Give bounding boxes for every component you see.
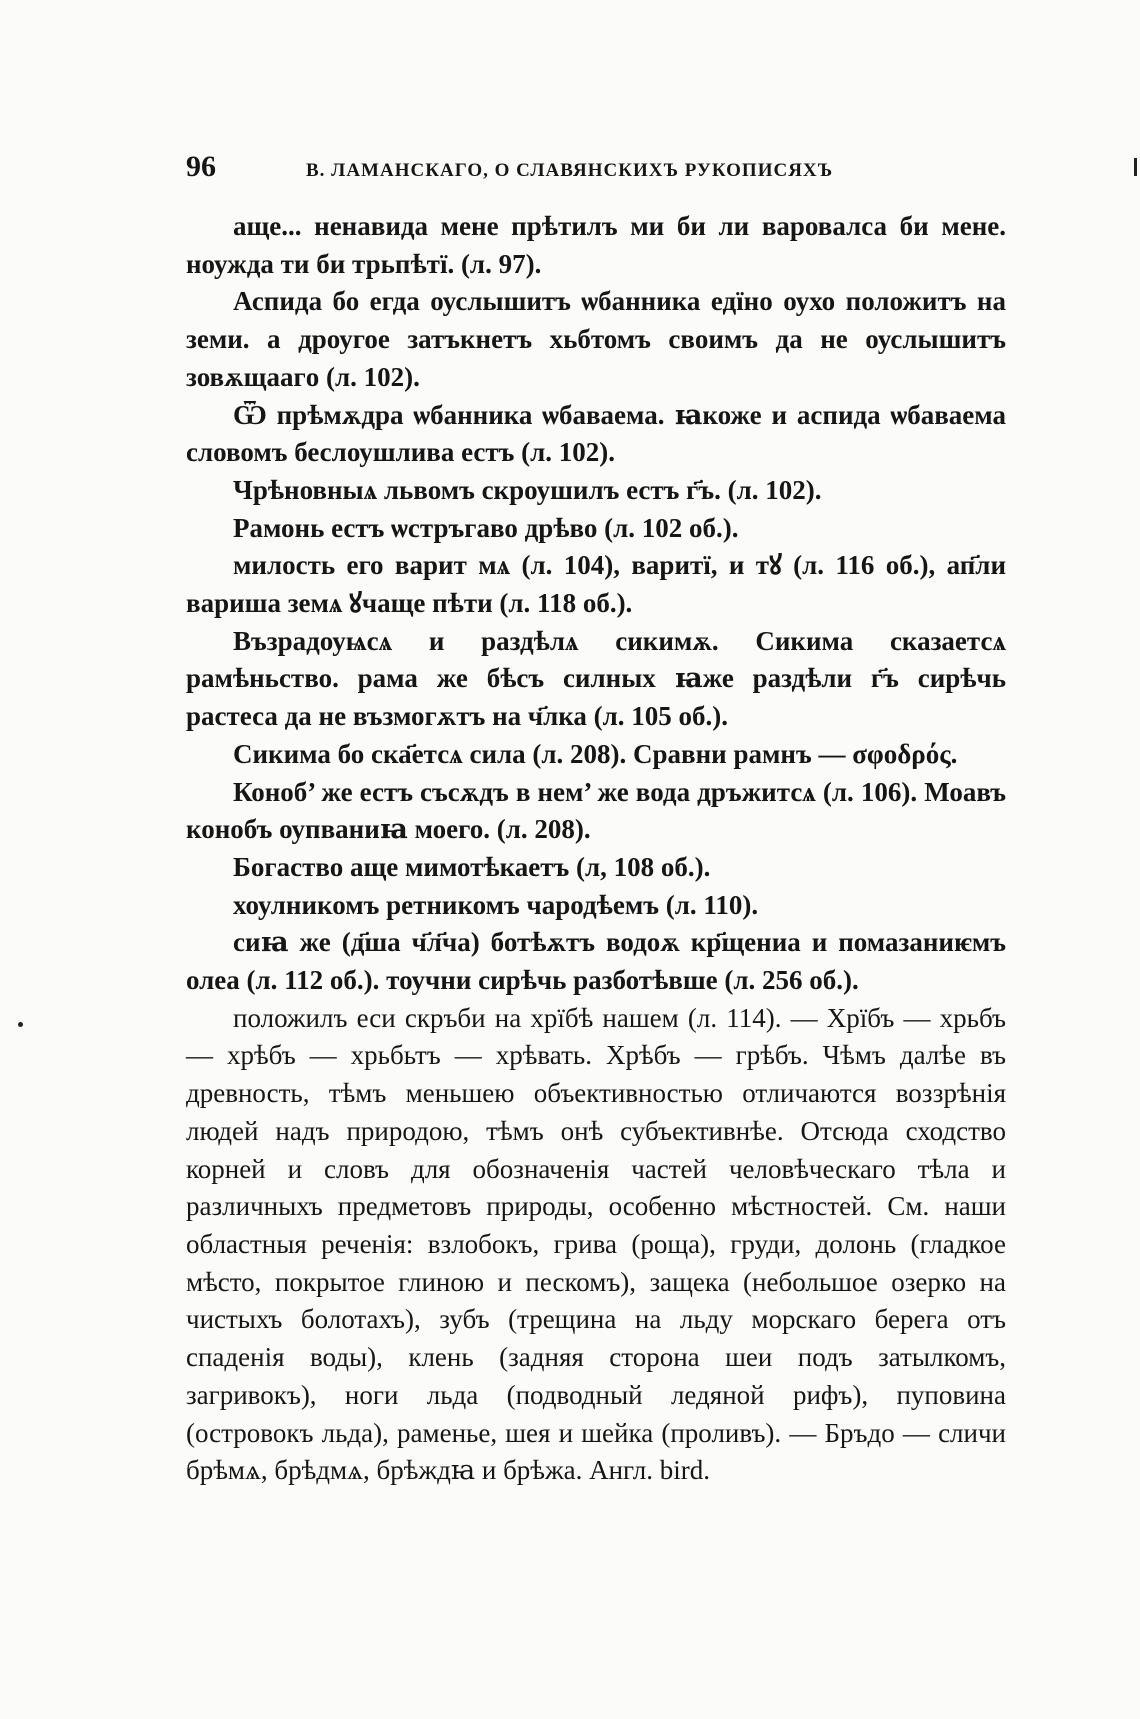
paragraph: аще... ненавида мене прѣтилъ ми би ли варовалса би мене. ноужда ти би трьпѣтї. (л. 97). bbox=[186, 211, 1006, 279]
paragraph: хоулникомъ ретникомъ чародѣемъ (л. 110). bbox=[233, 889, 759, 920]
paragraph: Богаство аще мимотѣкаетъ (л, 108 об.). bbox=[233, 851, 711, 882]
running-title: В. ЛАМАНСКАГО, О СЛАВЯНСКИХЪ РУКОПИСЯХЪ bbox=[306, 160, 834, 181]
paragraph: Рамонь естъ ѡстръгаво дрѣво (л. 102 об.). bbox=[233, 512, 739, 543]
paragraph: милость его варит мѧ (л. 104), варитї, и тꙋ (л. 116 об.), ап҃ли вариша земѧ ꙋчаще пѣти (л. 118 об.). bbox=[186, 550, 1006, 619]
paragraph: положилъ еси скръби на хрїбѣ нашем (л. 114). — Хрїбъ — хрьбъ — хрѣбъ — хрьбьтъ — хрѣвать. Хрѣбъ — грѣбъ. Чѣмъ далѣе въ древность, тѣмъ меньшею объективностью отличаются воззрѣнія людей надъ природою, тѣмъ онѣ субъективнѣе. Отсюда сходство корней и словъ для обозначенія частей человѣческаго тѣла и различныхъ предметовъ природы, особенно мѣстностей. См. наши областныя реченія: взлобокъ, грива (роща), груди, долонь (гладкое мѣсто, покрытое глиною и пескомъ), защека (небольшое озерко на чистыхъ болотахъ), зубъ (трещина на льду морскаго берега отъ спаденія воды), клень (задняя сторона шеи подъ затылкомъ, загривокъ), ноги льда (подводный ледяной рифъ), пуповина (островокъ льда), раменье, шея и шейка (проливъ). — Бръдо — сличи брѣмѧ, брѣдмѧ, брѣждꙗ и брѣжа. Англ. bird. bbox=[186, 1002, 1006, 1486]
running-head bbox=[186, 150, 1006, 186]
paragraph: Чрѣновныѧ львомъ скроушилъ естъ г҃ъ. (л. 102). bbox=[233, 474, 822, 505]
page-number: 96 bbox=[186, 150, 216, 183]
paragraph: Възрадоуѩсѧ и раздѣлѧ сикимѫ. Сикима сказаетсѧ рамѣньство. рама же бѣсъ силных ꙗже раздѣли г҃ъ сирѣчь растеса да не възмогѫтъ на ч҃лка (л. 105 об.). bbox=[186, 625, 1006, 732]
book-page bbox=[186, 150, 1006, 1490]
paragraph: Аспида бо егда оуслышитъ ѡбанника едїно оухо положитъ на земи. а дроугое затъкнетъ хьбтомъ своимъ да не оуслышитъ зовѫщаагo (л. 102). bbox=[186, 286, 1006, 392]
paragraph: Коноб’ же естъ съсѫдъ в нем’ же вода дръжитсѧ (л. 106). Моавъ конобъ оупваниꙗ моего. (л. 208). bbox=[186, 776, 1006, 845]
paragraph: Ѿ прѣмѫдра ѡбанника ѡбаваема. ꙗкоже и аспида ѡбаваема словомъ беслоушлива естъ (л. 102). bbox=[186, 399, 1006, 468]
margin-dot bbox=[18, 1022, 23, 1027]
margin-mark-top bbox=[1134, 158, 1137, 176]
paragraph: Сикима бо ска҃етсѧ сила (л. 208). Сравни рамнъ — σφοδρός. bbox=[233, 738, 958, 769]
paragraph: сиꙗ же (д҃ша ч҃л҃ча) ботѣѫтъ водоѫ кр҃щениа и помазаниѥмъ олеа (л. 112 об.). тоучни сирѣчь разботѣвше (л. 256 об.). bbox=[186, 927, 1006, 996]
body-text bbox=[186, 208, 1006, 1490]
